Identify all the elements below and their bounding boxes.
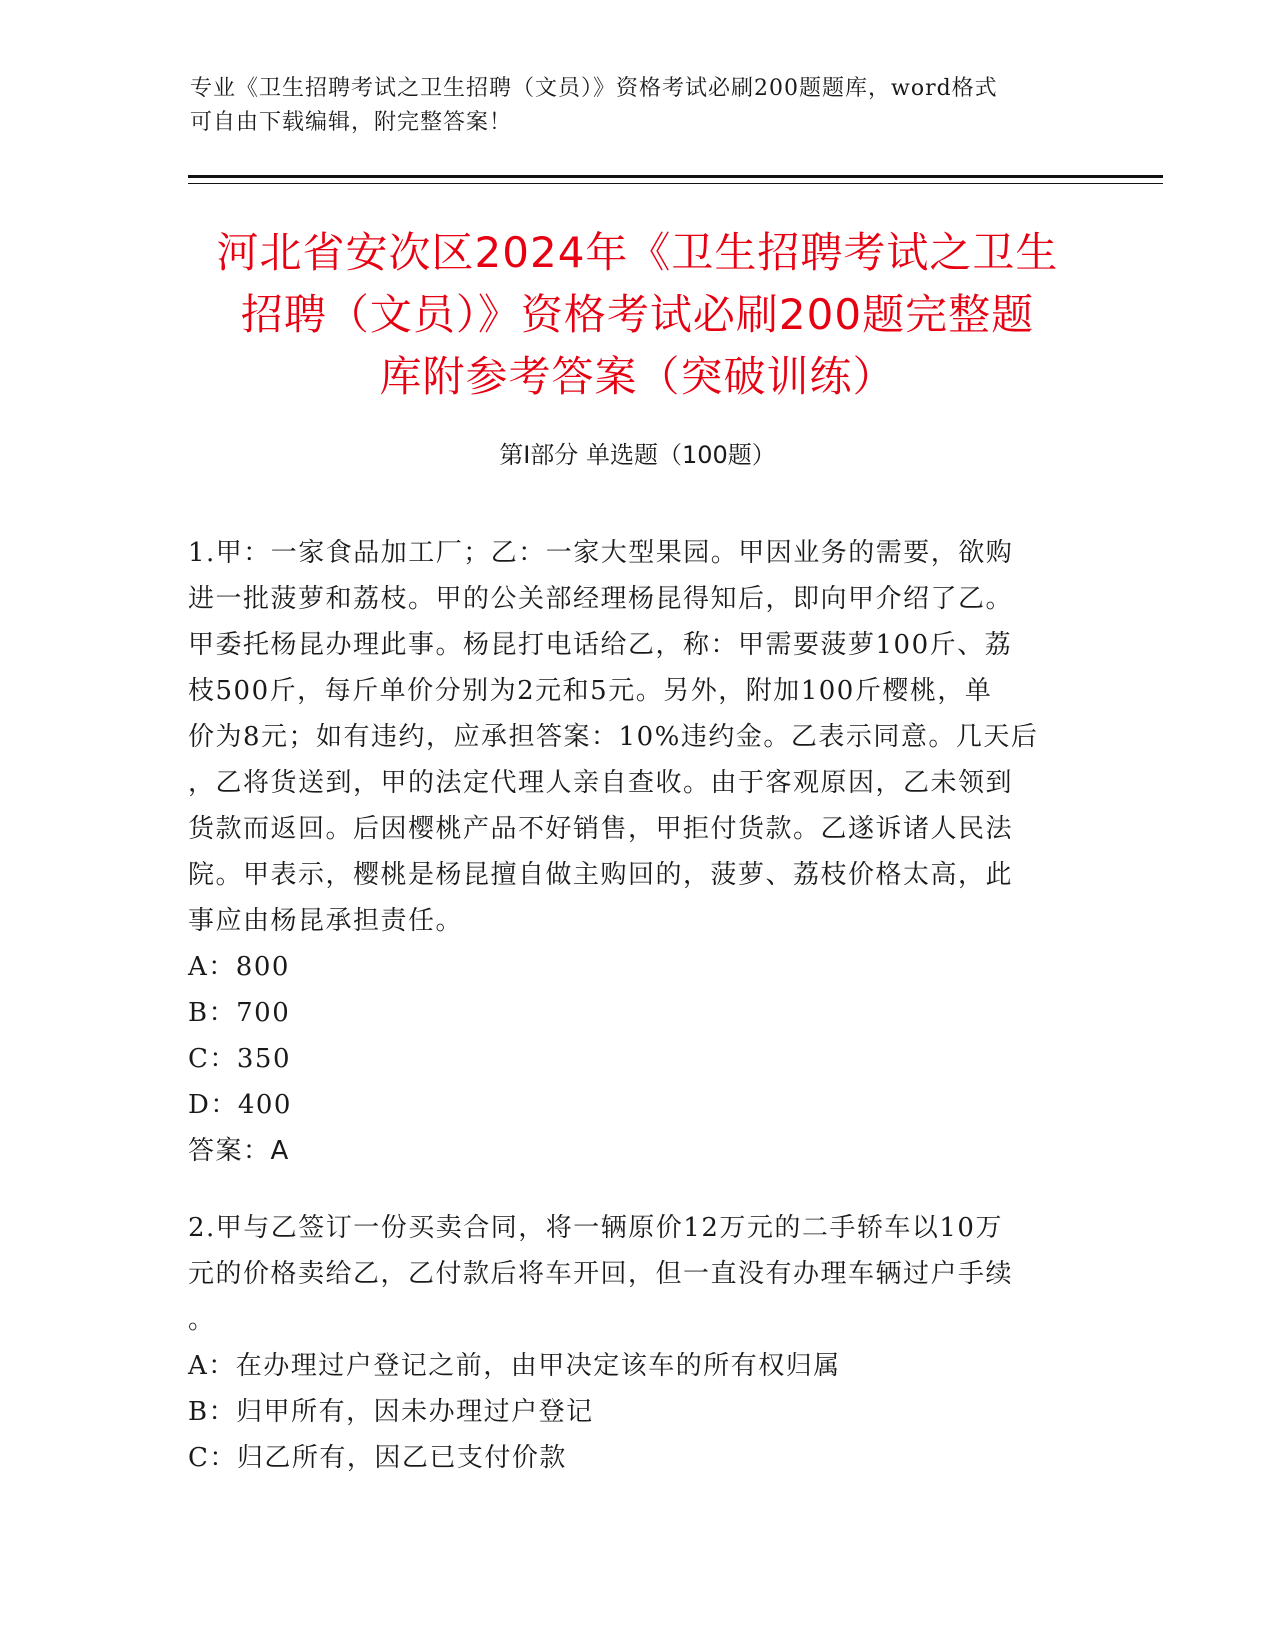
option-c: C：350 <box>188 1044 292 1074</box>
answer-label: 答案：A <box>188 1136 290 1166</box>
header-divider-thick <box>188 175 1163 178</box>
question-stem-line: 事应由杨昆承担责任。 <box>188 906 464 936</box>
question-1 <box>188 530 1088 1174</box>
title-line: 招聘（文员）》资格考试必刷200题完整题 <box>240 290 1035 339</box>
section-heading: 第Ⅰ部分 单选题（100题） <box>499 441 776 469</box>
title-line: 河北省安次区2024年《卫生招聘考试之卫生 <box>216 228 1059 277</box>
option-b: B：归甲所有，因未办理过户登记 <box>188 1397 594 1427</box>
option-d: D：400 <box>188 1090 292 1120</box>
question-stem-line: 进一批菠萝和荔枝。甲的公关部经理杨昆得知后，即向甲介绍了乙。 <box>188 584 1014 614</box>
question-stem-line: 1.甲：一家食品加工厂；乙：一家大型果园。甲因业务的需要，欲购 <box>188 538 1014 568</box>
header-note-line: 可自由下载编辑，附完整答案！ <box>190 110 513 135</box>
title-line: 库附参考答案（突破训练） <box>379 352 896 401</box>
question-stem-line: 元的价格卖给乙，乙付款后将车开回，但一直没有办理车辆过户手续 <box>188 1259 1014 1289</box>
option-b: B：700 <box>188 998 291 1028</box>
header-note <box>190 72 1090 140</box>
question-stem-line: 货款而返回。后因樱桃产品不好销售，甲拒付货款。乙遂诉诸人民法 <box>188 814 1014 844</box>
question-stem-line: 。 <box>188 1305 216 1335</box>
question-stem-line: 枝500斤，每斤单价分别为2元和5元。另外，附加100斤樱桃，单 <box>188 676 993 706</box>
document-title <box>150 222 1125 408</box>
question-stem-line: 2.甲与乙签订一份买卖合同，将一辆原价12万元的二手轿车以10万 <box>188 1213 1003 1243</box>
question-stem-line: 院。甲表示，樱桃是杨昆擅自做主购回的，菠萝、荔枝价格太高，此 <box>188 860 1014 890</box>
question-2 <box>188 1205 1088 1481</box>
header-note-line: 专业《卫生招聘考试之卫生招聘（文员）》资格考试必刷200题题库，word格式 <box>190 76 998 101</box>
header-divider-thin <box>188 183 1163 184</box>
question-stem-line: 价为8元；如有违约，应承担答案：10%违约金。乙表示同意。几天后 <box>188 722 1039 752</box>
question-stem-line: ，乙将货送到，甲的法定代理人亲自查收。由于客观原因，乙未领到 <box>188 768 1014 798</box>
option-a: A：800 <box>188 952 290 982</box>
option-a: A：在办理过户登记之前，由甲决定该车的所有权归属 <box>188 1351 841 1381</box>
question-stem-line: 甲委托杨昆办理此事。杨昆打电话给乙，称：甲需要菠萝100斤、荔 <box>188 630 1013 660</box>
option-c: C：归乙所有，因乙已支付价款 <box>188 1443 567 1473</box>
